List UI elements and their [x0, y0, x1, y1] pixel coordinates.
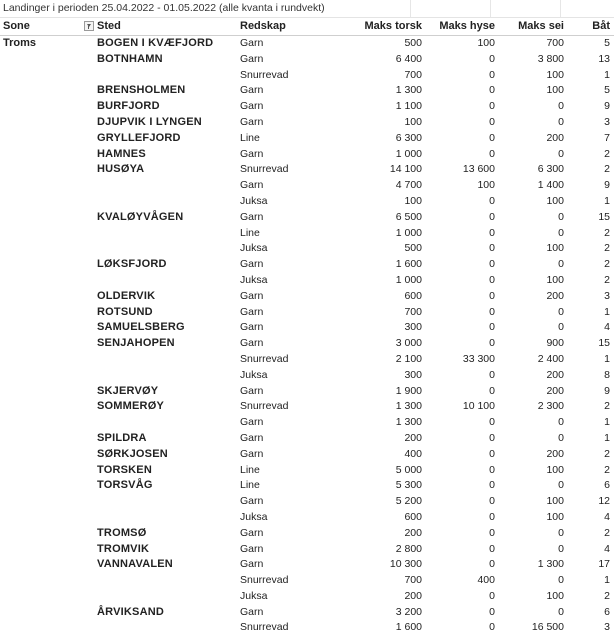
maks-torsk-cell: 700	[404, 68, 422, 81]
sted-cell: LØKSFJORD	[97, 258, 167, 271]
maks-hyse-cell: 0	[489, 337, 495, 350]
bat-cell: 1	[604, 305, 610, 318]
maks-torsk-cell: 1 100	[395, 100, 422, 113]
maks-hyse-cell: 0	[489, 526, 495, 539]
table-header	[0, 18, 614, 36]
sted-cell: GRYLLEFJORD	[97, 131, 181, 144]
sted-cell: TROMVIK	[97, 542, 150, 555]
maks-sei-cell: 2 400	[537, 352, 564, 365]
maks-hyse-cell: 13 600	[462, 163, 495, 176]
maks-sei-cell: 1 400	[537, 179, 564, 192]
maks-torsk-cell: 5 200	[395, 495, 422, 508]
redskap-cell: Garn	[240, 258, 264, 271]
redskap-cell: Garn	[240, 37, 264, 49]
table-row	[0, 384, 614, 400]
maks-torsk-cell: 500	[404, 242, 422, 255]
sted-cell: BRENSHOLMEN	[97, 84, 186, 97]
maks-sei-cell: 100	[546, 510, 564, 523]
maks-hyse-cell: 0	[489, 431, 495, 444]
bat-cell: 2	[604, 589, 610, 602]
maks-torsk-cell: 6 300	[395, 131, 422, 144]
table-row	[0, 210, 614, 226]
maks-hyse-cell: 0	[489, 479, 495, 492]
redskap-cell: Garn	[240, 179, 264, 192]
table-row	[0, 83, 614, 99]
bat-cell: 8	[604, 368, 610, 381]
maks-torsk-cell: 1 000	[395, 273, 422, 286]
table-row	[0, 605, 614, 621]
table-row	[0, 447, 614, 463]
redskap-cell: Garn	[240, 115, 264, 128]
maks-sei-cell: 0	[558, 431, 564, 444]
maks-sei-cell: 0	[558, 147, 564, 160]
maks-sei-cell: 100	[546, 495, 564, 508]
sted-cell: BURFJORD	[97, 100, 160, 113]
maks-sei-cell: 6 300	[537, 163, 564, 176]
redskap-cell: Garn	[240, 431, 264, 444]
maks-sei-cell: 100	[546, 84, 564, 97]
maks-hyse-cell: 0	[489, 305, 495, 318]
table-row	[0, 320, 614, 336]
redskap-cell: Garn	[240, 84, 264, 97]
maks-sei-cell: 100	[546, 589, 564, 602]
bat-cell: 5	[604, 84, 610, 97]
maks-hyse-cell: 0	[489, 147, 495, 160]
maks-sei-cell: 0	[558, 479, 564, 492]
header-redskap[interactable]: Redskap	[240, 20, 286, 32]
maks-sei-cell: 200	[546, 131, 564, 144]
sted-cell: ÅRVIKSAND	[97, 605, 164, 618]
redskap-cell: Juksa	[240, 589, 268, 602]
maks-hyse-cell: 0	[489, 52, 495, 65]
redskap-cell: Juksa	[240, 273, 268, 286]
maks-torsk-cell: 10 300	[389, 558, 422, 571]
grid-line	[560, 0, 561, 17]
maks-torsk-cell: 1 300	[395, 400, 422, 413]
grid-line	[410, 0, 411, 17]
maks-torsk-cell: 6 400	[395, 52, 422, 65]
table-row	[0, 273, 614, 289]
bat-cell: 15	[598, 337, 610, 350]
maks-torsk-cell: 300	[404, 368, 422, 381]
table-row	[0, 226, 614, 242]
maks-hyse-cell: 0	[489, 542, 495, 555]
sted-cell: SOMMERØY	[97, 400, 164, 413]
maks-torsk-cell: 300	[404, 321, 422, 334]
bat-cell: 1	[604, 574, 610, 587]
bat-cell: 9	[604, 384, 610, 397]
bat-cell: 1	[604, 416, 610, 429]
filter-icon[interactable]	[84, 21, 94, 31]
maks-torsk-cell: 1 600	[395, 621, 422, 634]
maks-hyse-cell: 0	[489, 589, 495, 602]
table-row	[0, 573, 614, 589]
table-row	[0, 494, 614, 510]
table-row	[0, 589, 614, 605]
maks-hyse-cell: 0	[489, 621, 495, 634]
maks-torsk-cell: 600	[404, 510, 422, 523]
maks-torsk-cell: 1 300	[395, 84, 422, 97]
maks-hyse-cell: 10 100	[462, 400, 495, 413]
redskap-cell: Juksa	[240, 194, 268, 207]
report-title: Landinger i perioden 25.04.2022 - 01.05.2022 (alle kvanta i rundvekt)	[3, 2, 325, 14]
bat-cell: 2	[604, 447, 610, 460]
maks-hyse-cell: 0	[489, 115, 495, 128]
maks-torsk-cell: 700	[404, 305, 422, 318]
maks-torsk-cell: 4 700	[395, 179, 422, 192]
maks-sei-cell: 0	[558, 605, 564, 618]
table-row	[0, 336, 614, 352]
maks-hyse-cell: 0	[489, 131, 495, 144]
table-row	[0, 526, 614, 542]
maks-torsk-cell: 1 900	[395, 384, 422, 397]
redskap-cell: Garn	[240, 147, 264, 160]
maks-sei-cell: 100	[546, 194, 564, 207]
maks-hyse-cell: 0	[489, 447, 495, 460]
table-row	[0, 131, 614, 147]
maks-hyse-cell: 0	[489, 210, 495, 223]
sone-cell: Troms	[3, 37, 37, 49]
redskap-cell: Garn	[240, 542, 264, 555]
maks-hyse-cell: 0	[489, 258, 495, 271]
maks-torsk-cell: 1 000	[395, 226, 422, 239]
bat-cell: 2	[604, 226, 610, 239]
bat-cell: 7	[604, 131, 610, 144]
header-maks-torsk[interactable]: Maks torsk	[364, 20, 422, 32]
header-sted[interactable]: Sted	[97, 20, 121, 32]
maks-sei-cell: 0	[558, 226, 564, 239]
maks-hyse-cell: 0	[489, 384, 495, 397]
sted-cell: SPILDRA	[97, 431, 147, 444]
maks-hyse-cell: 100	[477, 179, 495, 192]
maks-sei-cell: 200	[546, 289, 564, 302]
sted-cell: ROTSUND	[97, 305, 153, 318]
maks-sei-cell: 200	[546, 384, 564, 397]
maks-hyse-cell: 0	[489, 289, 495, 302]
maks-torsk-cell: 100	[404, 194, 422, 207]
table-row	[0, 257, 614, 273]
maks-sei-cell: 0	[558, 416, 564, 429]
maks-torsk-cell: 500	[404, 37, 422, 49]
maks-sei-cell: 0	[558, 305, 564, 318]
redskap-cell: Garn	[240, 305, 264, 318]
header-sone[interactable]: Sone	[3, 20, 30, 32]
sted-cell: SAMUELSBERG	[97, 321, 185, 334]
redskap-cell: Snurrevad	[240, 163, 289, 176]
bat-cell: 1	[604, 352, 610, 365]
sted-cell: HUSØYA	[97, 163, 145, 176]
maks-sei-cell: 100	[546, 242, 564, 255]
maks-hyse-cell: 0	[489, 321, 495, 334]
maks-hyse-cell: 0	[489, 68, 495, 81]
table-row	[0, 147, 614, 163]
bat-cell: 9	[604, 100, 610, 113]
maks-sei-cell: 0	[558, 321, 564, 334]
bat-cell: 9	[604, 179, 610, 192]
maks-hyse-cell: 0	[489, 463, 495, 476]
redskap-cell: Snurrevad	[240, 68, 289, 81]
maks-hyse-cell: 0	[489, 605, 495, 618]
maks-hyse-cell: 0	[489, 273, 495, 286]
bat-cell: 1	[604, 431, 610, 444]
maks-hyse-cell: 100	[477, 37, 495, 49]
maks-hyse-cell: 0	[489, 194, 495, 207]
table-row	[0, 36, 614, 52]
bat-cell: 4	[604, 542, 610, 555]
maks-sei-cell: 200	[546, 368, 564, 381]
redskap-cell: Juksa	[240, 242, 268, 255]
redskap-cell: Garn	[240, 558, 264, 571]
sted-cell: SØRKJOSEN	[97, 447, 168, 460]
table-row	[0, 510, 614, 526]
maks-hyse-cell: 0	[489, 495, 495, 508]
maks-hyse-cell: 0	[489, 242, 495, 255]
bat-cell: 3	[604, 115, 610, 128]
table-row	[0, 241, 614, 257]
maks-torsk-cell: 1 600	[395, 258, 422, 271]
maks-hyse-cell: 0	[489, 558, 495, 571]
maks-sei-cell: 1 300	[537, 558, 564, 571]
maks-hyse-cell: 0	[489, 84, 495, 97]
bat-cell: 5	[604, 37, 610, 49]
redskap-cell: Snurrevad	[240, 574, 289, 587]
sted-cell: BOGEN I KVÆFJORD	[97, 37, 214, 49]
redskap-cell: Garn	[240, 337, 264, 350]
bat-cell: 3	[604, 621, 610, 634]
sted-cell: DJUPVIK I LYNGEN	[97, 115, 202, 128]
redskap-cell: Juksa	[240, 510, 268, 523]
maks-torsk-cell: 700	[404, 574, 422, 587]
maks-torsk-cell: 1 000	[395, 147, 422, 160]
redskap-cell: Garn	[240, 447, 264, 460]
header-bat[interactable]: Båt	[592, 20, 610, 32]
redskap-cell: Line	[240, 131, 260, 144]
bat-cell: 2	[604, 400, 610, 413]
maks-sei-cell: 0	[558, 526, 564, 539]
maks-torsk-cell: 3 000	[395, 337, 422, 350]
maks-sei-cell: 0	[558, 574, 564, 587]
bat-cell: 17	[598, 558, 610, 571]
sted-cell: TORSKEN	[97, 463, 152, 476]
table-row	[0, 557, 614, 573]
maks-sei-cell: 16 500	[531, 621, 564, 634]
maks-torsk-cell: 200	[404, 431, 422, 444]
table-row	[0, 431, 614, 447]
redskap-cell: Line	[240, 463, 260, 476]
bat-cell: 2	[604, 163, 610, 176]
table-row	[0, 352, 614, 368]
header-maks-sei[interactable]: Maks sei	[518, 20, 564, 32]
maks-torsk-cell: 100	[404, 115, 422, 128]
table-row	[0, 99, 614, 115]
sted-cell: SKJERVØY	[97, 384, 159, 397]
sted-cell: KVALØYVÅGEN	[97, 210, 184, 223]
bat-cell: 13	[598, 52, 610, 65]
maks-sei-cell: 100	[546, 273, 564, 286]
maks-sei-cell: 0	[558, 115, 564, 128]
redskap-cell: Line	[240, 226, 260, 239]
bat-cell: 4	[604, 321, 610, 334]
maks-sei-cell: 0	[558, 210, 564, 223]
bat-cell: 3	[604, 289, 610, 302]
maks-hyse-cell: 0	[489, 226, 495, 239]
sted-cell: SENJAHOPEN	[97, 337, 175, 350]
bat-cell: 15	[598, 210, 610, 223]
maks-torsk-cell: 5 000	[395, 463, 422, 476]
table-row	[0, 478, 614, 494]
redskap-cell: Garn	[240, 416, 264, 429]
maks-torsk-cell: 200	[404, 589, 422, 602]
table-row	[0, 368, 614, 384]
sted-cell: OLDERVIK	[97, 289, 156, 302]
maks-hyse-cell: 0	[489, 416, 495, 429]
table-row	[0, 463, 614, 479]
maks-sei-cell: 2 300	[537, 400, 564, 413]
maks-sei-cell: 0	[558, 258, 564, 271]
bat-cell: 6	[604, 605, 610, 618]
maks-sei-cell: 700	[546, 37, 564, 49]
redskap-cell: Garn	[240, 384, 264, 397]
maks-torsk-cell: 2 800	[395, 542, 422, 555]
bat-cell: 2	[604, 273, 610, 286]
table-row	[0, 68, 614, 84]
table-row	[0, 162, 614, 178]
maks-torsk-cell: 5 300	[395, 479, 422, 492]
maks-torsk-cell: 200	[404, 526, 422, 539]
table-row	[0, 52, 614, 68]
bat-cell: 1	[604, 194, 610, 207]
sted-cell: HAMNES	[97, 147, 146, 160]
redskap-cell: Garn	[240, 289, 264, 302]
maks-sei-cell: 0	[558, 542, 564, 555]
maks-sei-cell: 0	[558, 100, 564, 113]
redskap-cell: Line	[240, 479, 260, 492]
sted-cell: TROMSØ	[97, 526, 147, 539]
table-row	[0, 399, 614, 415]
bat-cell: 2	[604, 258, 610, 271]
maks-torsk-cell: 400	[404, 447, 422, 460]
sted-cell: BOTNHAMN	[97, 52, 163, 65]
maks-sei-cell: 200	[546, 447, 564, 460]
maks-hyse-cell: 0	[489, 510, 495, 523]
table-row	[0, 115, 614, 131]
maks-sei-cell: 900	[546, 337, 564, 350]
maks-hyse-cell: 400	[477, 574, 495, 587]
header-maks-hyse[interactable]: Maks hyse	[439, 20, 495, 32]
sted-cell: VANNAVALEN	[97, 558, 173, 571]
bat-cell: 2	[604, 463, 610, 476]
table-body	[0, 36, 614, 636]
table-row	[0, 194, 614, 210]
maks-torsk-cell: 3 200	[395, 605, 422, 618]
redskap-cell: Snurrevad	[240, 621, 289, 634]
redskap-cell: Garn	[240, 321, 264, 334]
table-row	[0, 289, 614, 305]
redskap-cell: Garn	[240, 605, 264, 618]
bat-cell: 12	[598, 495, 610, 508]
maks-sei-cell: 100	[546, 68, 564, 81]
bat-cell: 1	[604, 68, 610, 81]
redskap-cell: Snurrevad	[240, 352, 289, 365]
bat-cell: 4	[604, 510, 610, 523]
maks-torsk-cell: 1 300	[395, 416, 422, 429]
bat-cell: 2	[604, 526, 610, 539]
sted-cell: TORSVÅG	[97, 479, 153, 492]
maks-torsk-cell: 14 100	[389, 163, 422, 176]
bat-cell: 2	[604, 242, 610, 255]
redskap-cell: Juksa	[240, 368, 268, 381]
table-row	[0, 542, 614, 558]
redskap-cell: Snurrevad	[240, 400, 289, 413]
maks-sei-cell: 3 800	[537, 52, 564, 65]
grid-line	[490, 0, 491, 17]
maks-sei-cell: 100	[546, 463, 564, 476]
maks-torsk-cell: 600	[404, 289, 422, 302]
table-row	[0, 415, 614, 431]
maks-hyse-cell: 0	[489, 368, 495, 381]
maks-torsk-cell: 2 100	[395, 352, 422, 365]
report-title-bar	[0, 0, 614, 18]
bat-cell: 6	[604, 479, 610, 492]
redskap-cell: Garn	[240, 100, 264, 113]
maks-hyse-cell: 0	[489, 100, 495, 113]
maks-torsk-cell: 6 500	[395, 210, 422, 223]
table-row	[0, 305, 614, 321]
table-row	[0, 178, 614, 194]
maks-hyse-cell: 33 300	[462, 352, 495, 365]
bat-cell: 2	[604, 147, 610, 160]
redskap-cell: Garn	[240, 52, 264, 65]
table-row	[0, 620, 614, 636]
redskap-cell: Garn	[240, 526, 264, 539]
redskap-cell: Garn	[240, 495, 264, 508]
redskap-cell: Garn	[240, 210, 264, 223]
